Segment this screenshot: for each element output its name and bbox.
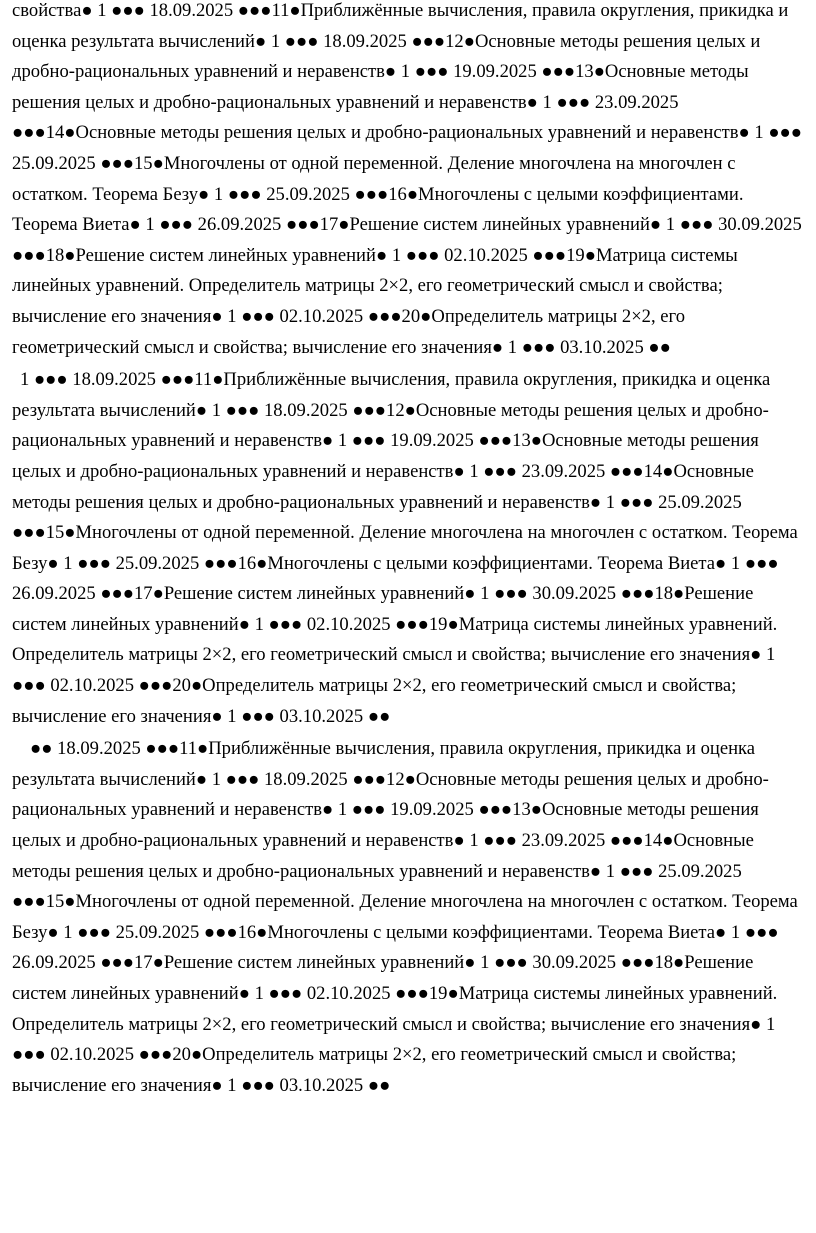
text-block-3: ●● 18.09.2025 ●●●11●Приближённые вычисления, правила округления, прикидка и оценка результата вычислений● 1 ●●● 18.09.2025 ●●●12●Основные методы решения целых и дробно-рациональных уравнений и неравенств● 1 ●●● 19.09.2025 ●●●13●Основные методы решения целых и дробно-рациональных уравнений и неравенств● 1 ●●● 23.09.2025 ●●●14●Основные методы решения целых и дробно-рациональных уравнений и неравенств● 1 ●●● 25.09.2025 ●●●15●Многочлены от одной переменной. Деление многочлена на многочлен с остатком. Теорема Безу● 1 ●●● 25.09.2025 ●●●16●Многочлены с целыми коэффициентами. Теорема Виета● 1 ●●● 26.09.2025 ●●●17●Решение систем линейных уравнений● 1 ●●● 30.09.2025 ●●●18●Решение систем линейных уравнений● 1 ●●● 02.10.2025 ●●●19●Матрица системы линейных уравнений. Определитель матрицы 2×2, его геометрический смысл и свойства; вычисление его значения● 1 ●●● 02.10.2025 ●●●20●Определитель матрицы 2×2, его геометрический смысл и свойства; вычисление его значения● 1 ●●● 03.10.2025 ●● bbox=[12, 738, 798, 1096]
text-block-2: 1 ●●● 18.09.2025 ●●●11●Приближённые вычисления, правила округления, прикидка и оценка результата вычислений● 1 ●●● 18.09.2025 ●●●12●Основные методы решения целых и дробно-рациональных уравнений и неравенств● 1 ●●● 19.09.2025 ●●●13●Основные методы решения целых и дробно-рациональных уравнений и неравенств● 1 ●●● 23.09.2025 ●●●14●Основные методы решения целых и дробно-рациональных уравнений и неравенств● 1 ●●● 25.09.2025 ●●●15●Многочлены от одной переменной. Деление многочлена на многочлен с остатком. Теорема Безу● 1 ●●● 25.09.2025 ●●●16●Многочлены с целыми коэффициентами. Теорема Виета● 1 ●●● 26.09.2025 ●●●17●Решение систем линейных уравнений● 1 ●●● 30.09.2025 ●●●18●Решение систем линейных уравнений● 1 ●●● 02.10.2025 ●●●19●Матрица системы линейных уравнений. Определитель матрицы 2×2, его геометрический смысл и свойства; вычисление его значения● 1 ●●● 02.10.2025 ●●●20●Определитель матрицы 2×2, его геометрический смысл и свойства; вычисление его значения● 1 ●●● 03.10.2025 ●● bbox=[12, 369, 798, 727]
text-block-1: свойства● 1 ●●● 18.09.2025 ●●●11●Приближённые вычисления, правила округления, прикидка и оценка результата вычислений● 1 ●●● 18.09.2025 ●●●12●Основные методы решения целых и дробно-рациональных уравнений и неравенств● 1 ●●● 19.09.2025 ●●●13●Основные методы решения целых и дробно-рациональных уравнений и неравенств● 1 ●●● 23.09.2025 ●●●14●Основные методы решения целых и дробно-рациональных уравнений и неравенств● 1 ●●● 25.09.2025 ●●●15●Многочлены от одной переменной. Деление многочлена на многочлен с остатком. Теорема Безу● 1 ●●● 25.09.2025 ●●●16●Многочлены с целыми коэффициентами. Теорема Виета● 1 ●●● 26.09.2025 ●●●17●Решение систем линейных уравнений● 1 ●●● 30.09.2025 ●●●18●Решение систем линейных уравнений● 1 ●●● 02.10.2025 ●●●19●Матрица системы линейных уравнений. Определитель матрицы 2×2, его геометрический смысл и свойства; вычисление его значения● 1 ●●● 02.10.2025 ●●●20●Определитель матрицы 2×2, его геометрический смысл и свойства; вычисление его значения● 1 ●●● 03.10.2025 ●● bbox=[12, 0, 803, 358]
